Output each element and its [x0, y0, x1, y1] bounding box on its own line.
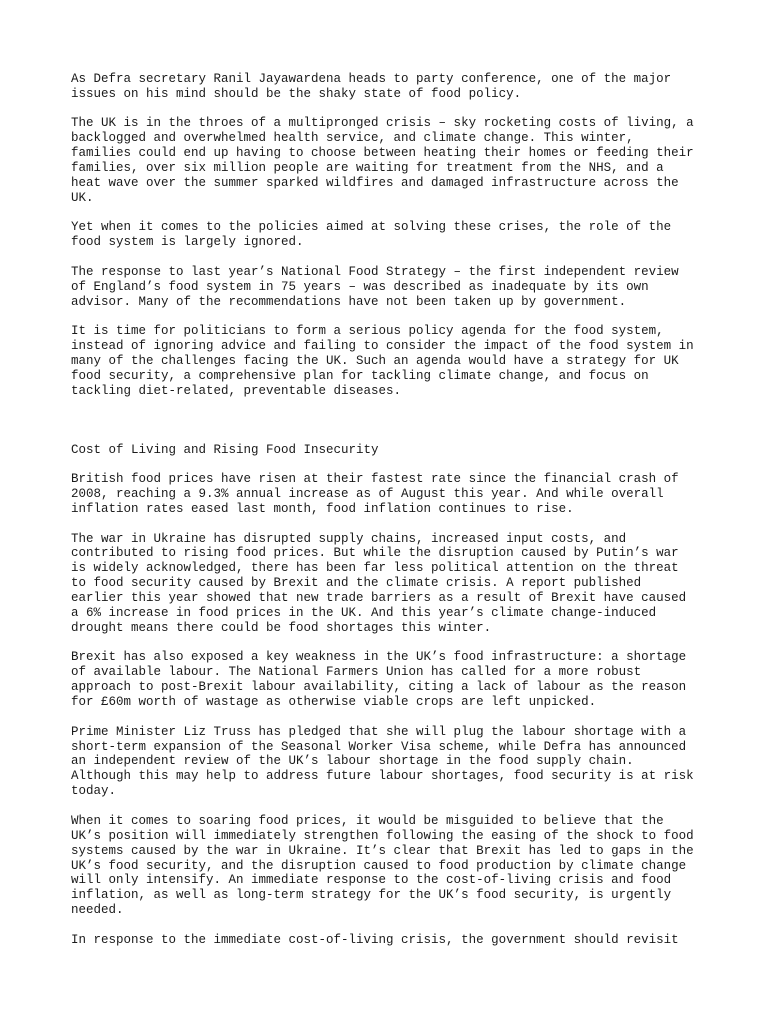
section-paragraph	[71, 650, 711, 710]
text-line: The response to last year’s National Food Strategy – the first independent review	[71, 264, 679, 279]
text-line: inflation, as well as long-term strategy for the UK’s food security, is urgently	[71, 888, 672, 903]
text-line: Brexit has also exposed a key weakness in the UK’s food infrastructure: a shortage	[71, 650, 687, 665]
text-line: a 6% increase in food prices in the UK. And this year’s climate change-induced	[71, 606, 657, 621]
text-line: As Defra secretary Ranil Jayawardena heads to party conference, one of the major	[71, 72, 672, 86]
text-line: instead of ignoring advice and failing to consider the impact of the food system in	[71, 339, 694, 354]
text-line: advisor. Many of the recommendations have not been taken up by government.	[71, 294, 627, 309]
text-line: food security, a comprehensive plan for tackling climate change, and focus on	[71, 368, 649, 383]
intro-paragraph	[71, 265, 711, 310]
intro-paragraph	[71, 324, 711, 399]
section-paragraph	[71, 814, 711, 918]
text-line: Yet when it comes to the policies aimed at solving these crises, the role of the	[71, 220, 672, 235]
text-line: 2008, reaching a 9.3% annual increase as of August this year. And while overall	[71, 487, 664, 502]
text-line: systems caused by the war in Ukraine. It’s clear that Brexit has led to gaps in the	[71, 843, 694, 858]
section-heading: Cost of Living and Rising Food Insecurity	[71, 442, 379, 457]
text-line: food system is largely ignored.	[71, 235, 304, 250]
text-line: today.	[71, 784, 117, 799]
text-line: needed.	[71, 903, 124, 918]
text-line: It is time for politicians to form a serious policy agenda for the food system,	[71, 324, 664, 339]
text-line: families could end up having to choose between heating their homes or feeding their	[71, 146, 694, 161]
text-line: drought means there could be food shortages this winter.	[71, 620, 492, 635]
cost-of-living-section	[71, 472, 711, 947]
text-line: In response to the immediate cost-of-living crisis, the government should revisit	[71, 932, 679, 947]
document-page	[71, 72, 711, 962]
text-line: will only intensify. An immediate response to the cost-of-living crisis and food	[71, 873, 672, 888]
intro-paragraph	[71, 116, 711, 205]
text-line: contributed to rising food prices. But while the disruption caused by Putin’s war	[71, 546, 679, 561]
text-line: many of the challenges facing the UK. Such an agenda would have a strategy for UK	[71, 353, 679, 368]
text-line: UK’s position will immediately strengthen following the easing of the shock to food	[71, 828, 694, 843]
text-line: Although this may help to address future labour shortages, food security is at risk	[71, 769, 694, 784]
text-line: heat wave over the summer sparked wildfires and damaged infrastructure across the	[71, 176, 679, 191]
text-line: families, over six million people are waiting for treatment from the NHS, and a	[71, 161, 664, 176]
text-line: backlogged and overwhelmed health service, and climate change. This winter,	[71, 131, 634, 146]
section-paragraph	[71, 933, 711, 948]
text-line: approach to post-Brexit labour availability, citing a lack of labour as the reason	[71, 680, 687, 695]
text-line: an independent review of the UK’s labour shortage in the food supply chain.	[71, 754, 634, 769]
intro-section	[71, 72, 711, 399]
text-line: of England’s food system in 75 years – was described as inadequate by its own	[71, 279, 649, 294]
text-line: The UK is in the throes of a multipronged crisis – sky rocketing costs of living, a	[71, 116, 694, 131]
text-line: for £60m worth of wastage as otherwise viable crops are left unpicked.	[71, 695, 597, 710]
section-paragraph	[71, 725, 711, 800]
text-line: issues on his mind should be the shaky state of food policy.	[71, 86, 522, 101]
text-line: UK’s food security, and the disruption caused to food production by climate change	[71, 858, 687, 873]
text-line: tackling diet-related, preventable diseases.	[71, 383, 402, 398]
text-line: When it comes to soaring food prices, it would be misguided to believe that the	[71, 813, 664, 828]
section-paragraph	[71, 532, 711, 636]
text-line: inflation rates eased last month, food inflation continues to rise.	[71, 502, 574, 516]
text-line: short-term expansion of the Seasonal Worker Visa scheme, while Defra has announced	[71, 739, 687, 754]
section-paragraph	[71, 472, 711, 517]
text-line: to food security caused by Brexit and the climate crisis. A report published	[71, 576, 642, 591]
text-line: Prime Minister Liz Truss has pledged that she will plug the labour shortage with a	[71, 724, 687, 739]
text-line: of available labour. The National Farmers Union has called for a more robust	[71, 665, 642, 680]
intro-paragraph	[71, 72, 711, 102]
intro-paragraph	[71, 220, 711, 250]
text-line: The war in Ukraine has disrupted supply chains, increased input costs, and	[71, 531, 627, 546]
text-line: earlier this year showed that new trade barriers as a result of Brexit have caused	[71, 591, 687, 606]
text-line: UK.	[71, 190, 94, 205]
text-line: is widely acknowledged, there has been far less political attention on the threat	[71, 561, 679, 576]
text-line: British food prices have risen at their fastest rate since the financial crash of	[71, 472, 679, 487]
